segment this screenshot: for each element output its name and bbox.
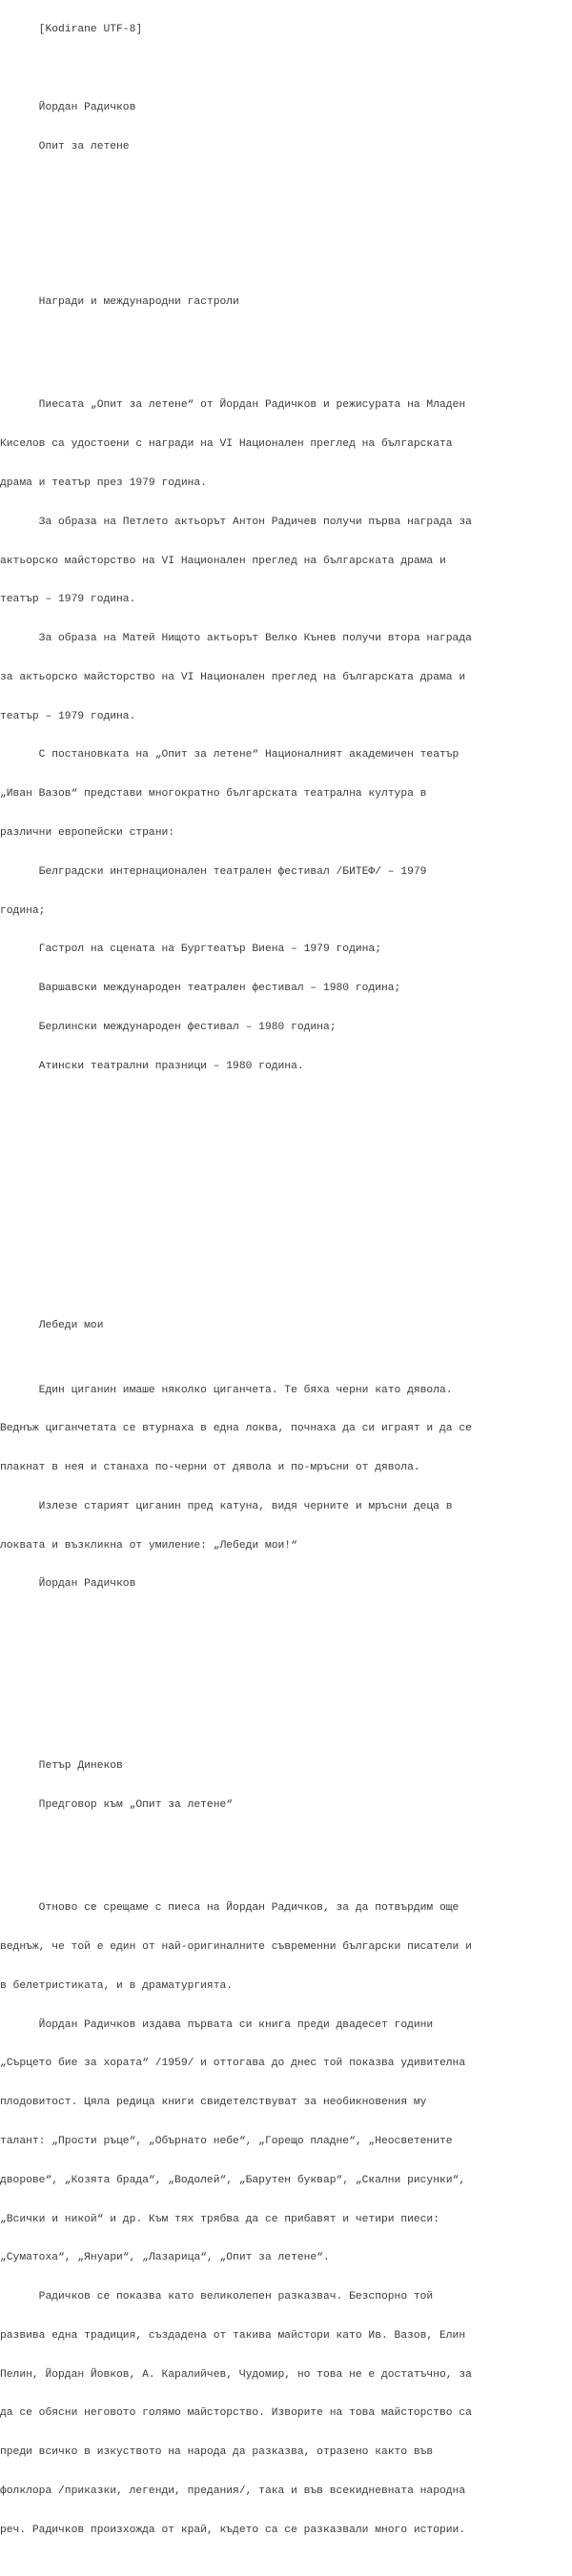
text-line: Берлински международен фестивал – 1980 година; <box>0 1021 337 1033</box>
text-line: Гастрол на сцената на Бургтеатър Виена – 1979 година; <box>0 943 381 956</box>
text-line: дворове“, „Козята брада“, „Водолей“, „Барутен буквар“, „Скални рисунки“, <box>0 2174 466 2186</box>
text-line: С постановката на „Опит за летене“ Националният академичен театър <box>0 749 460 761</box>
text-line: локвата и възкликна от умиление: „Лебеди мои!“ <box>0 1539 297 1552</box>
text-line: Един циганин имаше няколко циганчета. Те бяха черни като дявола. <box>0 1384 453 1396</box>
text-line: театър – 1979 година. <box>0 594 136 606</box>
text-line: Белградски интернационален театрален фестивал /БИТЕФ/ – 1979 <box>0 865 427 878</box>
text-line: театър – 1979 година. <box>0 710 136 722</box>
text-line: веднъж, че той е един от най-оригиналните съвременни български писатели и <box>0 1941 472 1954</box>
text-line: плодовитост. Цяла редица книги свидетелствуват за необикновения му <box>0 2097 427 2109</box>
text-line: Излезе старият циганин пред катуна, видя черните и мръсни деца в <box>0 1500 453 1512</box>
preface-author: Петър Динеков <box>0 1759 123 1772</box>
text-line: „Сърцето бие за хората“ /1959/ и оттогава до днес той показва удивителна <box>0 2058 466 2070</box>
text-line: Йордан Радичков издава първата си книга преди двадесет години <box>0 2018 434 2031</box>
text-line: талант: „Прости ръце“, „Обърнато небе“, „Горещо пладне“, „Неосветените <box>0 2135 453 2147</box>
text-line: За образа на Петлето актьорът Антон Радичев получи първа награда за <box>0 516 472 528</box>
text-line: „Всички и никой“ и др. Към тях трябва да се прибавят и четири пиеси: <box>0 2213 439 2225</box>
text-line: За образа на Матей Нищото актьорът Велко Кънев получи втора награда <box>0 633 472 645</box>
text-line: „Суматоха“, „Януари“, „Лазарица“, „Опит за летене“. <box>0 2252 330 2264</box>
text-line: Пиесата „Опит за летене“ от Йордан Радичков и режисурата на Младен <box>0 399 466 412</box>
document-title: Опит за летене <box>0 140 130 152</box>
text-line: за актьорско майсторство на VI Национален преглед на българската драма и <box>0 671 466 683</box>
text-line: в белетристиката, и в драматургията. <box>0 1979 234 1992</box>
text-line: преди всичко в изкуството на народа да разказва, отразено както във <box>0 2446 434 2459</box>
text-line: да се обясни неговото голямо майсторство. Изворите на това майсторство са <box>0 2407 472 2420</box>
text-line: плакнат в нея и станаха по-черни от дявола и по-мръсни от дявола. <box>0 1462 420 1474</box>
text-line: година; <box>0 904 46 917</box>
text-line: драма и театър през 1979 година. <box>0 477 207 489</box>
section-awards-body <box>0 374 572 1099</box>
text-line: различни европейски страни: <box>0 827 175 839</box>
section-preface-body <box>0 1876 572 2563</box>
text-line: Пелин, Йордан Йовков, А. Каралийчев, Чудомир, но това не е достатъчно, за <box>0 2368 472 2381</box>
section-heading-swans: Лебеди мои <box>0 1319 104 1331</box>
text-line: Киселов са удостоени с награди на VI Национален преглед на българската <box>0 438 453 451</box>
text-line: Радичков се показва като великолепен разказвач. Безспорно той <box>0 2291 434 2303</box>
encoding-note: [Kodirane UTF-8] <box>0 24 143 36</box>
text-line: реч. Радичков произхожда от край, където са се разказвали много истории. <box>0 2524 466 2536</box>
section-heading-preface: Предговор към „Опит за летене“ <box>0 1798 234 1811</box>
text-line: Веднъж циганчетата се втурнаха в една локва, почнаха да си играят и да се <box>0 1423 472 1435</box>
text-line: „Иван Вазов“ представи многократно българската театрална култура в <box>0 788 427 801</box>
author-name: Йордан Радичков <box>0 101 136 113</box>
text-line: Атински театрални празници – 1980 година. <box>0 1060 304 1072</box>
section-swans-body <box>0 1358 572 1617</box>
text-line: фолклора /приказки, легенди, предания/, така и във всекидневната народна <box>0 2485 466 2497</box>
text-line: Варшавски международен театрален фестивал – 1980 година; <box>0 983 401 995</box>
text-line: Йордан Радичков <box>0 1578 136 1591</box>
text-line: развива една традиция, създадена от такива майстори като Ив. Вазов, Елин <box>0 2329 466 2342</box>
section-heading-awards: Награди и международни гастроли <box>0 295 239 308</box>
text-line: актьорско майсторство на VI Национален преглед на българската драма и <box>0 555 446 567</box>
text-line: Отново се срещаме с пиеса на Йордан Радичков, за да потвърдим още <box>0 1902 460 1915</box>
